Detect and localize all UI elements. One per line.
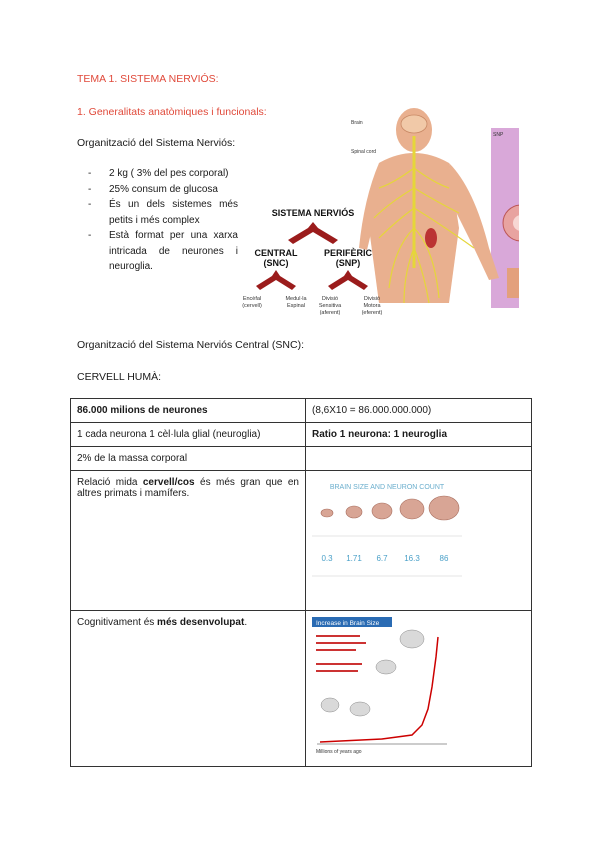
brain-count-image [312,481,462,601]
table-row [71,471,532,611]
diagram-root: SISTEMA NERVIÓS [271,208,355,218]
diagram-peripheral-abbr: (SNP) [335,258,361,268]
table-cell [306,471,532,611]
list-item: - 2 kg ( 3% del pes corporal) [88,168,229,179]
svg-text:BRAIN SIZE AND NEURON COUNT: BRAIN SIZE AND NEURON COUNT [329,484,445,491]
skin-inset [507,268,519,298]
org-heading: Organització del Sistema Nerviós: [77,137,236,149]
svg-text:0.3: 0.3 [321,554,333,563]
diagram-peripheral: PERIFÈRIC [323,248,373,258]
table-row [71,423,532,447]
svg-text:Millions of years ago: Millions of years ago [316,749,362,755]
page-title: TEMA 1. SISTEMA NERVIÓS: [77,73,219,85]
snc-heading: Organització del Sistema Nerviós Central (SNC): [77,339,304,351]
svg-text:Divisió: Divisió [321,296,339,302]
list-item: - Està format per una xarxa intricada de neurones i neuroglia. [88,230,238,272]
svg-text:Espinal: Espinal [286,303,306,309]
svg-text:Encèfal: Encèfal [242,296,262,302]
brain [401,115,427,133]
section-heading: 1. Generalitats anatòmiques i funcionals: [77,106,267,118]
bullet-list [88,166,238,275]
table-cell: Cognitivament és més desenvolupat. [71,611,306,767]
svg-text:Sensitiva: Sensitiva [318,303,342,309]
table-cell: 2% de la massa corporal [71,447,306,471]
table-cell [306,611,532,767]
diagram-central: CENTRAL [254,248,298,258]
cord-label: Spinal cord [351,149,377,155]
table-row [71,611,532,767]
nervous-system-diagram [238,204,388,324]
svg-text:6.7: 6.7 [376,554,388,563]
svg-text:16.3: 16.3 [404,554,420,563]
brain-size-image [312,617,452,757]
svg-text:Medul·la: Medul·la [285,296,307,302]
arrow-peripheral [328,270,368,290]
brain-facts-table [70,398,532,767]
list-item: - 25% consum de glucosa [88,183,218,195]
svg-text:(cervell): (cervell) [242,303,262,309]
table-cell: Relació mida cervell/cos és més gran que en altres primats i mamífers. [71,471,306,611]
list-item: - És un dels sistemes més petits i més complex [88,199,238,226]
arrow-root [288,222,338,244]
snp-label: SNP [493,132,504,138]
svg-text:(eferent): (eferent) [361,310,383,316]
table-cell [306,447,532,471]
table-cell: 86.000 milions de neurones [71,399,306,423]
table-row [71,399,532,423]
table-cell: Ratio 1 neurona: 1 neuroglia [306,423,532,447]
svg-text:Divisió: Divisió [363,296,381,302]
table-row [71,447,532,471]
svg-text:Increase in Brain Size: Increase in Brain Size [316,620,380,627]
svg-text:Motora: Motora [363,303,381,309]
cervell-heading: CERVELL HUMÀ: [77,371,162,383]
arrow-central [256,270,296,290]
table-cell: 1 cada neurona 1 cèl·lula glial (neuroglia) [71,423,306,447]
svg-text:1.71: 1.71 [346,554,362,563]
table-cell: (8,6X10 = 86.000.000.000) [306,399,532,423]
svg-text:86: 86 [439,554,449,563]
diagram-central-abbr: (SNC) [263,258,289,268]
organ [425,228,437,248]
brain-label: Brain [351,120,363,126]
svg-text:(aferent): (aferent) [319,310,341,316]
